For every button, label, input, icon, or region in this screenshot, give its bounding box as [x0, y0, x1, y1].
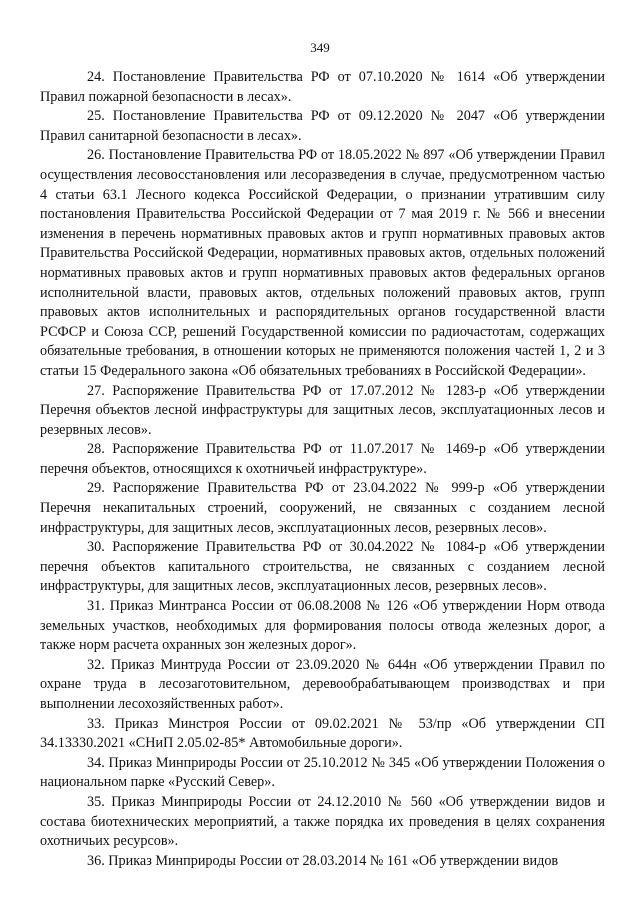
list-item-30: 30. Распоряжение Правительства РФ от 30.04.2022 № 1084-р «Об утверждении перечня объектов капитального строительства, не связанных с созданием лесной инфраструктуры, для защитных лесов, эксплуатационных лесов, резервных лесов».	[40, 539, 605, 595]
list-item-28: 28. Распоряжение Правительства РФ от 11.07.2017 № 1469-р «Об утверждении перечня объектов, относящихся к охотничьей инфраструктуре».	[40, 441, 605, 477]
list-item-27: 27. Распоряжение Правительства РФ от 17.07.2012 № 1283-р «Об утверждении Перечня объектов лесной инфраструктуры для защитных лесов, эксплуатационных лесов и резервных лесов».	[40, 382, 605, 438]
list-item-24: 24. Постановление Правительства РФ от 07.10.2020 № 1614 «Об утверждении Правил пожарной безопасности в лесах».	[40, 69, 605, 105]
list-item-25: 25. Постановление Правительства РФ от 09.12.2020 № 2047 «Об утверждении Правил санитарной безопасности в лесах».	[40, 108, 605, 144]
list-item-32: 32. Приказ Минтруда России от 23.09.2020 № 644н «Об утверждении Правил по охране труда в лесозаготовительном, деревообрабатывающем производствах и при выполнении лесохозяйственных работ».	[40, 656, 605, 712]
list-item-34: 34. Приказ Минприроды России от 25.10.2012 № 345 «Об утверждении Положения о национальном парке «Русский Север».	[40, 754, 605, 791]
document-body	[40, 68, 605, 871]
list-item-35: 35. Приказ Минприроды России от 24.12.2010 № 560 «Об утверждении видов и состава биотехнических мероприятий, а также порядка их проведения в целях сохранения охотничьих ресурсов».	[40, 793, 605, 850]
list-item-29: 29. Распоряжение Правительства РФ от 23.04.2022 № 999-р «Об утверждении Перечня некапитальных строений, сооружений, не связанных с созданием лесной инфраструктуры, для защитных лесов, эксплуатационных лесов, резервных лесов».	[40, 480, 605, 536]
list-item-31: 31. Приказ Минтранса России от 06.08.2008 № 126 «Об утверждении Норм отвода земельных участков, необходимых для формирования полосы отвода железных дорог, а также норм расчета охранных зон железных дорог».	[40, 598, 605, 654]
list-item-26: 26. Постановление Правительства РФ от 18.05.2022 № 897 «Об утверждении Правил осуществления лесовосстановления или лесоразведения в случае, предусмотренном частью 4 статьи 63.1 Лесного кодекса Российской Федерации, о признании утратившим силу постановления Правительства Российской Федерации от 7 мая 2019 г. № 566 и внесении изменения в перечень нормативных правовых актов и групп нормативных правовых актов Правительства Российской Федерации, нормативных правовых актов, отдельных положений нормативных правовых актов и групп нормативных правовых актов федеральных органов исполнительной власти, правовых актов, отдельных положений правовых актов, групп правовых актов исполнительных и распорядительных органов государственной власти РСФСР и Союза ССР, решений Государственной комиссии по радиочастотам, содержащих обязательные требования, в отношении которых не применяются положения частей 1, 2 и 3 статьи 15 Федерального закона «Об обязательных требованиях в Российской Федерации».	[40, 147, 605, 379]
page-number: 349	[310, 40, 330, 55]
list-item-36: 36. Приказ Минприроды России от 28.03.2014 № 161 «Об утверждении видов	[87, 852, 559, 869]
list-item-33: 33. Приказ Минстроя России от 09.02.2021 № 53/пр «Об утверждении СП 34.13330.2021 «СНиП 2.05.02-85* Автомобильные дороги».	[40, 715, 605, 752]
